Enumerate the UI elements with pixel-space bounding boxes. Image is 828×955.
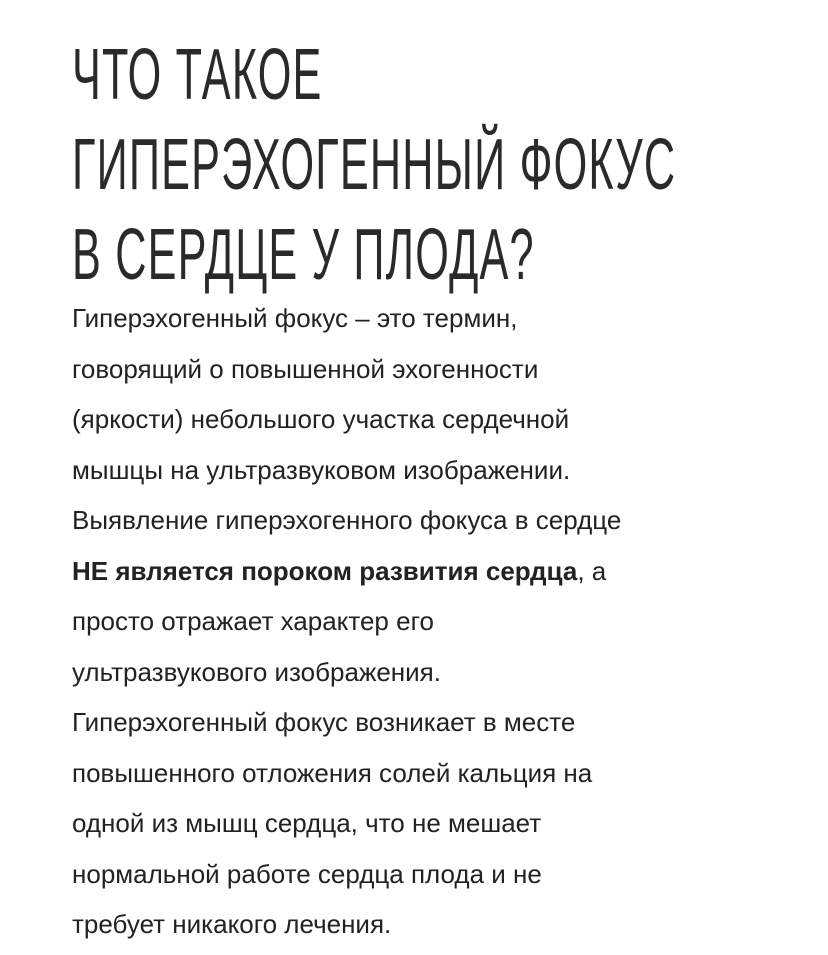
text-line <box>72 546 621 597</box>
text-line: одной из мышц сердца, что не мешает <box>72 808 542 838</box>
article-body <box>72 293 621 950</box>
text-line: Выявление гиперэхогенного фокуса в сердце <box>72 505 622 535</box>
text-line: говорящий о повышенной эхогенности <box>72 353 539 384</box>
text-line: нормальной работе сердца плода и не <box>72 858 542 889</box>
title-line: В СЕРДЦЕ У ПЛОДА? <box>72 215 535 295</box>
text-fragment: , а <box>577 555 607 586</box>
text-line: мышцы на ультразвуковом изображении. <box>72 454 571 485</box>
page-title <box>72 30 828 300</box>
text-line: просто отражает характер его <box>72 606 434 636</box>
title-line: ГИПЕРЭХОГЕННЫЙ ФОКУС <box>72 125 677 205</box>
text-line: Гиперэхогенный фокус – это термин, <box>72 303 518 333</box>
text-line: (яркости) небольшого участка сердечной <box>72 404 570 434</box>
bold-emphasis: НЕ является пороком развития сердца <box>72 555 578 586</box>
text-line: требует никакого лечения. <box>72 909 392 939</box>
text-line: ультразвукового изображения. <box>72 656 441 687</box>
text-line: Гиперэхогенный фокус возникает в месте <box>72 707 576 737</box>
text-line: повышенного отложения солей кальция на <box>72 757 593 788</box>
title-line: ЧТО ТАКОЕ <box>72 35 323 115</box>
